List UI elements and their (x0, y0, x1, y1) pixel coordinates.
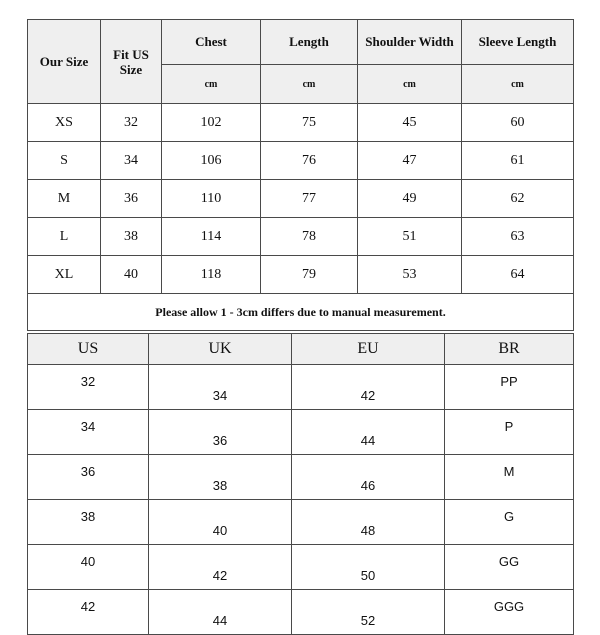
conversion-row (28, 365, 574, 410)
measurement-note: Please allow 1 - 3cm differs due to manual measurement. (28, 294, 574, 331)
conversion-row (28, 590, 574, 635)
unit-shoulder: cm (358, 65, 462, 104)
sleeve-cell: 61 (462, 142, 574, 180)
uk-cell: 40 (149, 500, 292, 545)
us-cell: 42 (28, 590, 149, 635)
length-cell: 75 (261, 104, 358, 142)
size-cell: XS (28, 104, 101, 142)
size-chart-table (27, 19, 574, 331)
chest-cell: 114 (162, 218, 261, 256)
shoulder-cell: 53 (358, 256, 462, 294)
uk-cell: 44 (149, 590, 292, 635)
uk-cell: 38 (149, 455, 292, 500)
conversion-row (28, 500, 574, 545)
header-uk: UK (149, 334, 292, 365)
size-cell: L (28, 218, 101, 256)
us-size-cell: 36 (101, 180, 162, 218)
br-cell: PP (445, 365, 574, 410)
length-cell: 76 (261, 142, 358, 180)
sleeve-cell: 64 (462, 256, 574, 294)
us-cell: 34 (28, 410, 149, 455)
chest-cell: 118 (162, 256, 261, 294)
us-size-cell: 34 (101, 142, 162, 180)
br-cell: GG (445, 545, 574, 590)
eu-cell: 50 (292, 545, 445, 590)
us-cell: 36 (28, 455, 149, 500)
header-length: Length (261, 20, 358, 65)
br-cell: GGG (445, 590, 574, 635)
eu-cell: 48 (292, 500, 445, 545)
eu-cell: 42 (292, 365, 445, 410)
size-row (28, 104, 574, 142)
unit-sleeve: cm (462, 65, 574, 104)
length-cell: 77 (261, 180, 358, 218)
length-cell: 78 (261, 218, 358, 256)
unit-chest: cm (162, 65, 261, 104)
size-conversion-table (27, 333, 574, 635)
us-cell: 40 (28, 545, 149, 590)
conversion-row (28, 545, 574, 590)
chest-cell: 110 (162, 180, 261, 218)
size-row (28, 180, 574, 218)
header-eu: EU (292, 334, 445, 365)
header-us: US (28, 334, 149, 365)
shoulder-cell: 51 (358, 218, 462, 256)
size-row (28, 142, 574, 180)
size-cell: S (28, 142, 101, 180)
br-cell: P (445, 410, 574, 455)
br-cell: G (445, 500, 574, 545)
unit-length: cm (261, 65, 358, 104)
size-cell: XL (28, 256, 101, 294)
conversion-row (28, 455, 574, 500)
uk-cell: 34 (149, 365, 292, 410)
size-row (28, 256, 574, 294)
us-size-cell: 40 (101, 256, 162, 294)
header-chest: Chest (162, 20, 261, 65)
uk-cell: 42 (149, 545, 292, 590)
shoulder-cell: 49 (358, 180, 462, 218)
uk-cell: 36 (149, 410, 292, 455)
size-row (28, 218, 574, 256)
length-cell: 79 (261, 256, 358, 294)
eu-cell: 44 (292, 410, 445, 455)
header-br: BR (445, 334, 574, 365)
sleeve-cell: 62 (462, 180, 574, 218)
us-cell: 38 (28, 500, 149, 545)
eu-cell: 52 (292, 590, 445, 635)
br-cell: M (445, 455, 574, 500)
header-our-size: Our Size (28, 20, 101, 104)
chest-cell: 106 (162, 142, 261, 180)
us-size-cell: 32 (101, 104, 162, 142)
header-shoulder-width: Shoulder Width (358, 20, 462, 65)
conversion-row (28, 410, 574, 455)
shoulder-cell: 47 (358, 142, 462, 180)
header-fit-us-size: Fit US Size (101, 20, 162, 104)
header-sleeve-length: Sleeve Length (462, 20, 574, 65)
chest-cell: 102 (162, 104, 261, 142)
shoulder-cell: 45 (358, 104, 462, 142)
us-cell: 32 (28, 365, 149, 410)
eu-cell: 46 (292, 455, 445, 500)
sleeve-cell: 63 (462, 218, 574, 256)
sleeve-cell: 60 (462, 104, 574, 142)
size-cell: M (28, 180, 101, 218)
us-size-cell: 38 (101, 218, 162, 256)
